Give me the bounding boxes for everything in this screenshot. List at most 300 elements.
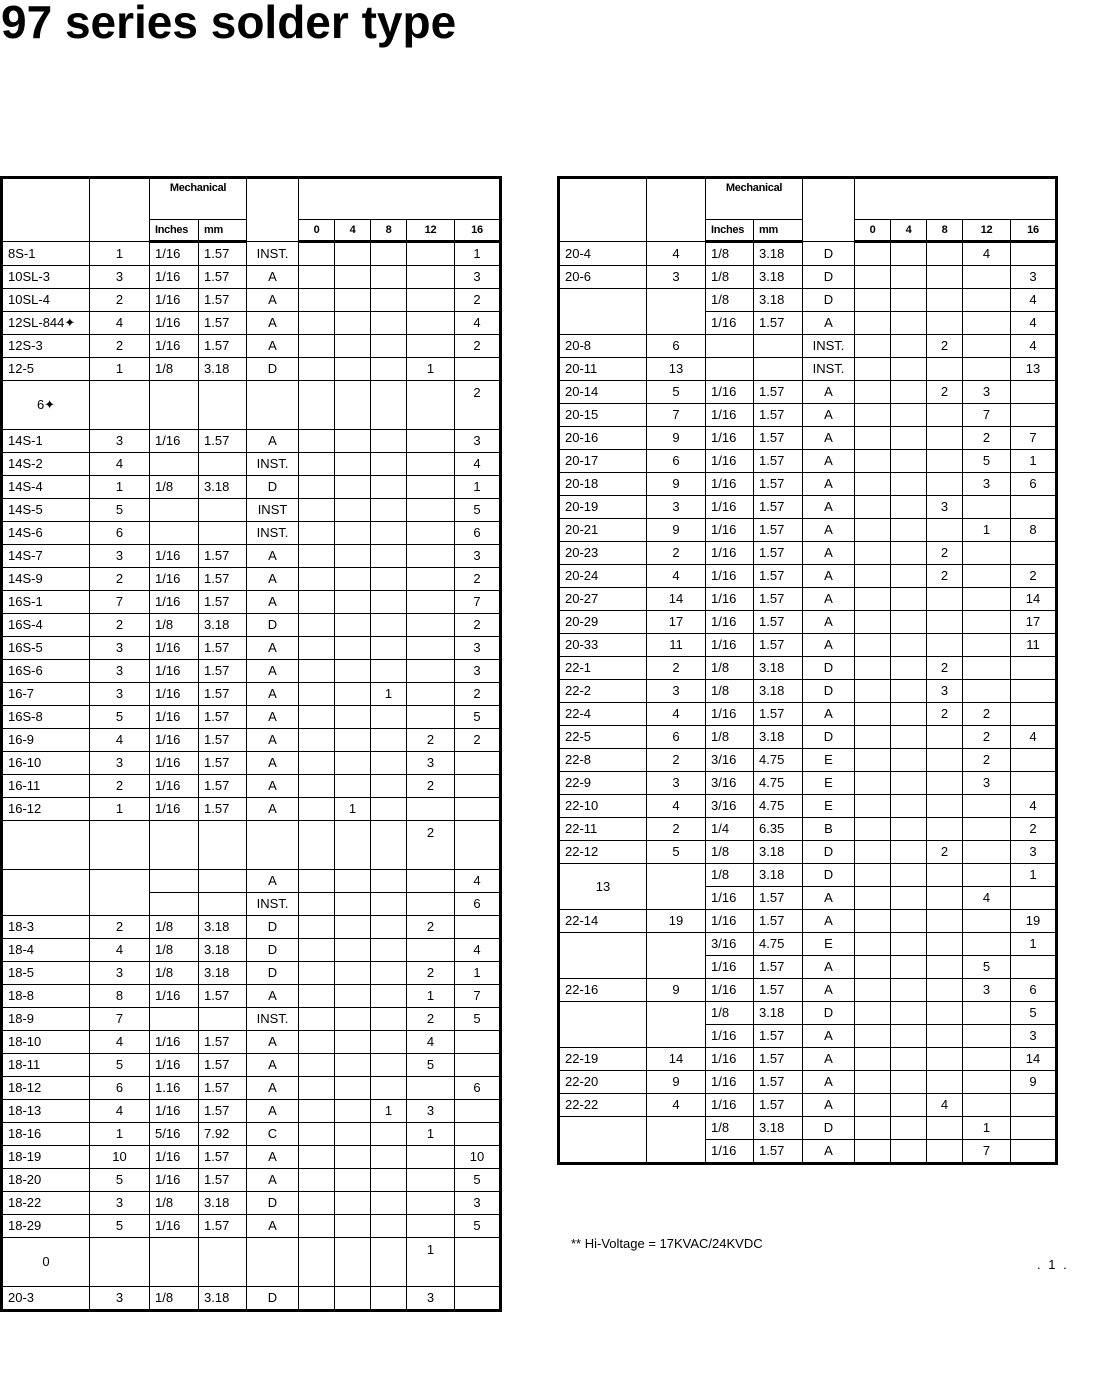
cell-spacing-mm: 1.57 bbox=[754, 473, 803, 496]
cell-voltage-12 bbox=[407, 939, 455, 962]
table-row bbox=[2, 289, 501, 312]
cell-spacing-mm: 1.57 bbox=[199, 729, 247, 752]
cell-contact-count: 7 bbox=[90, 591, 150, 614]
table-row bbox=[2, 381, 501, 430]
cell-voltage-0 bbox=[855, 1025, 891, 1048]
cell-spacing-mm: 1.57 bbox=[199, 1031, 247, 1054]
cell-spacing-mm: 1.57 bbox=[199, 798, 247, 821]
cell-spacing-inches bbox=[706, 335, 754, 358]
cell-part-number: 18-13 bbox=[2, 1100, 90, 1123]
cell-voltage-0 bbox=[299, 962, 335, 985]
cell-spacing-mm: 3.18 bbox=[754, 680, 803, 703]
cell-part-number: 18-8 bbox=[2, 985, 90, 1008]
cell-voltage-12: 1 bbox=[407, 1238, 455, 1287]
cell-spacing-mm: 1.57 bbox=[754, 450, 803, 473]
cell-voltage-12 bbox=[963, 542, 1011, 565]
cell-spacing-mm: 1.57 bbox=[199, 683, 247, 706]
cell-voltage-12: 2 bbox=[407, 821, 455, 870]
cell-contact-type: D bbox=[247, 916, 299, 939]
cell-voltage-12: 4 bbox=[407, 1031, 455, 1054]
cell-voltage-4 bbox=[891, 680, 927, 703]
table-row bbox=[2, 242, 501, 266]
cell-spacing-mm bbox=[754, 358, 803, 381]
cell-spacing-inches: 1/8 bbox=[150, 962, 199, 985]
cell-voltage-16 bbox=[1011, 956, 1057, 979]
cell-voltage-4 bbox=[335, 1077, 371, 1100]
cell-contact-count: 3 bbox=[90, 1192, 150, 1215]
cell-voltage-4 bbox=[335, 1031, 371, 1054]
cell-voltage-4 bbox=[891, 1117, 927, 1140]
cell-spacing-inches: 1/8 bbox=[706, 680, 754, 703]
cell-part-number: 22-5 bbox=[559, 726, 647, 749]
cell-voltage-4 bbox=[335, 985, 371, 1008]
cell-contact-type: INST. bbox=[247, 242, 299, 266]
cell-voltage-0 bbox=[299, 358, 335, 381]
cell-contact-type: E bbox=[803, 772, 855, 795]
cell-voltage-0 bbox=[299, 1077, 335, 1100]
cell-spacing-mm: 1.57 bbox=[199, 1054, 247, 1077]
cell-contact-count: 9 bbox=[647, 979, 706, 1002]
cell-spacing-mm: 4.75 bbox=[754, 749, 803, 772]
cell-voltage-12 bbox=[407, 476, 455, 499]
cell-voltage-4 bbox=[891, 496, 927, 519]
cell-voltage-8 bbox=[371, 266, 407, 289]
cell-voltage-12: 3 bbox=[963, 772, 1011, 795]
cell-voltage-16: 2 bbox=[455, 289, 501, 312]
cell-spacing-mm: 1.57 bbox=[754, 910, 803, 933]
cell-contact-count: 4 bbox=[90, 312, 150, 335]
cell-spacing-inches: 1/16 bbox=[150, 289, 199, 312]
cell-voltage-4 bbox=[335, 1008, 371, 1031]
cell-contact-count: 5 bbox=[90, 1169, 150, 1192]
cell-voltage-0 bbox=[299, 453, 335, 476]
cell-voltage-12 bbox=[963, 1071, 1011, 1094]
table-row bbox=[2, 545, 501, 568]
cell-voltage-4 bbox=[335, 775, 371, 798]
cell-spacing-inches: 1/16 bbox=[150, 660, 199, 683]
cell-voltage-8 bbox=[927, 933, 963, 956]
cell-voltage-8 bbox=[371, 335, 407, 358]
table-row bbox=[559, 1071, 1057, 1094]
cell-voltage-4 bbox=[891, 933, 927, 956]
cell-contact-type: A bbox=[247, 335, 299, 358]
cell-voltage-16: 6 bbox=[1011, 473, 1057, 496]
cell-voltage-8 bbox=[371, 1146, 407, 1169]
cell-contact-count: 3 bbox=[647, 772, 706, 795]
cell-spacing-inches: 1/16 bbox=[150, 1169, 199, 1192]
cell-spacing-inches: 1/8 bbox=[150, 358, 199, 381]
cell-contact-type: A bbox=[247, 1146, 299, 1169]
header-voltage-4: 4 bbox=[891, 220, 927, 242]
cell-voltage-8 bbox=[371, 775, 407, 798]
cell-part-number: 16S-8 bbox=[2, 706, 90, 729]
cell-voltage-4 bbox=[891, 772, 927, 795]
table-row bbox=[559, 726, 1057, 749]
cell-spacing-inches: 1/16 bbox=[706, 703, 754, 726]
cell-voltage-0 bbox=[299, 591, 335, 614]
cell-voltage-8 bbox=[371, 870, 407, 893]
cell-voltage-8 bbox=[927, 588, 963, 611]
cell-voltage-4 bbox=[335, 1169, 371, 1192]
cell-voltage-0 bbox=[855, 634, 891, 657]
cell-spacing-mm: 1.57 bbox=[199, 1100, 247, 1123]
cell-spacing-inches: 1/16 bbox=[150, 591, 199, 614]
cell-part-number: 22-19 bbox=[559, 1048, 647, 1071]
cell-contact-type: A bbox=[803, 979, 855, 1002]
cell-voltage-8 bbox=[371, 985, 407, 1008]
cell-spacing-mm: 3.18 bbox=[754, 726, 803, 749]
cell-voltage-12: 5 bbox=[963, 956, 1011, 979]
cell-spacing-mm: 3.18 bbox=[199, 614, 247, 637]
table-row bbox=[559, 1094, 1057, 1117]
cell-spacing-mm: 1.57 bbox=[199, 545, 247, 568]
cell-part-number: 22-9 bbox=[559, 772, 647, 795]
cell-voltage-8 bbox=[927, 726, 963, 749]
cell-voltage-8 bbox=[371, 312, 407, 335]
cell-voltage-12 bbox=[963, 1094, 1011, 1117]
cell-voltage-4 bbox=[335, 499, 371, 522]
cell-spacing-inches: 1/4 bbox=[706, 818, 754, 841]
cell-contact-type: A bbox=[803, 427, 855, 450]
cell-contact-count bbox=[90, 1238, 150, 1287]
cell-spacing-mm: 1.57 bbox=[754, 634, 803, 657]
cell-part-number: 20-3 bbox=[2, 1287, 90, 1311]
cell-voltage-4 bbox=[891, 1140, 927, 1164]
header-voltage-8: 8 bbox=[371, 220, 407, 242]
cell-voltage-4 bbox=[335, 1192, 371, 1215]
cell-voltage-12 bbox=[963, 358, 1011, 381]
cell-voltage-8 bbox=[371, 381, 407, 430]
cell-voltage-12 bbox=[407, 637, 455, 660]
cell-part-number bbox=[559, 1117, 647, 1164]
cell-contact-type: D bbox=[803, 1002, 855, 1025]
cell-voltage-8 bbox=[927, 1117, 963, 1140]
table-row bbox=[559, 680, 1057, 703]
cell-contact-type: D bbox=[803, 1117, 855, 1140]
cell-spacing-mm: 1.57 bbox=[199, 985, 247, 1008]
cell-voltage-4 bbox=[335, 893, 371, 916]
cell-part-number: 10SL-4 bbox=[2, 289, 90, 312]
header-mm: mm bbox=[199, 220, 247, 242]
cell-voltage-8 bbox=[371, 1238, 407, 1287]
cell-spacing-mm: 1.57 bbox=[754, 404, 803, 427]
cell-voltage-16: 7 bbox=[455, 591, 501, 614]
cell-voltage-16: 2 bbox=[1011, 818, 1057, 841]
cell-spacing-mm: 1.57 bbox=[199, 1146, 247, 1169]
cell-contact-type: A bbox=[803, 1025, 855, 1048]
cell-contact-type: D bbox=[803, 242, 855, 266]
cell-contact-count: 1 bbox=[90, 798, 150, 821]
cell-contact-count: 13 bbox=[647, 358, 706, 381]
cell-contact-type: A bbox=[247, 1077, 299, 1100]
cell-voltage-0 bbox=[299, 706, 335, 729]
cell-contact-count: 2 bbox=[90, 614, 150, 637]
cell-spacing-inches: 1/16 bbox=[150, 312, 199, 335]
cell-contact-count: 14 bbox=[647, 588, 706, 611]
cell-spacing-inches: 1/8 bbox=[150, 939, 199, 962]
cell-voltage-16 bbox=[1011, 496, 1057, 519]
cell-voltage-4 bbox=[891, 312, 927, 335]
cell-part-number: 22-1 bbox=[559, 657, 647, 680]
cell-spacing-inches: 1/16 bbox=[150, 1054, 199, 1077]
table-row bbox=[559, 749, 1057, 772]
cell-spacing-inches: 1/8 bbox=[150, 916, 199, 939]
table-row bbox=[2, 266, 501, 289]
cell-voltage-0 bbox=[855, 565, 891, 588]
cell-contact-count: 9 bbox=[647, 519, 706, 542]
cell-voltage-12 bbox=[407, 545, 455, 568]
cell-spacing-inches: 1/16 bbox=[150, 430, 199, 453]
cell-voltage-12: 4 bbox=[963, 887, 1011, 910]
footnote-hi-voltage: ** Hi-Voltage = 17KVAC/24KVDC bbox=[571, 1236, 763, 1251]
cell-voltage-4 bbox=[891, 634, 927, 657]
cell-voltage-16 bbox=[1011, 1140, 1057, 1164]
cell-voltage-8 bbox=[371, 1215, 407, 1238]
cell-voltage-0 bbox=[855, 519, 891, 542]
cell-voltage-4 bbox=[891, 242, 927, 266]
cell-voltage-4 bbox=[335, 706, 371, 729]
table-row bbox=[2, 1215, 501, 1238]
cell-part-number: 6✦ bbox=[2, 381, 90, 430]
cell-spacing-inches: 1/8 bbox=[150, 614, 199, 637]
cell-voltage-0 bbox=[299, 1146, 335, 1169]
cell-spacing-mm: 1.57 bbox=[199, 1169, 247, 1192]
cell-voltage-4 bbox=[891, 473, 927, 496]
cell-voltage-12 bbox=[963, 634, 1011, 657]
table-row bbox=[2, 1146, 501, 1169]
cell-spacing-inches bbox=[150, 499, 199, 522]
cell-voltage-16: 3 bbox=[455, 660, 501, 683]
cell-voltage-8 bbox=[927, 450, 963, 473]
table-row bbox=[2, 752, 501, 775]
cell-voltage-4 bbox=[891, 427, 927, 450]
cell-voltage-16: 11 bbox=[1011, 634, 1057, 657]
cell-voltage-4 bbox=[891, 887, 927, 910]
table-row bbox=[559, 933, 1057, 956]
cell-spacing-inches bbox=[150, 1238, 199, 1287]
cell-spacing-mm: 1.57 bbox=[199, 637, 247, 660]
cell-contact-type: C bbox=[247, 1123, 299, 1146]
cell-contact-count: 5 bbox=[90, 706, 150, 729]
cell-voltage-12 bbox=[407, 1215, 455, 1238]
cell-contact-count: 2 bbox=[90, 289, 150, 312]
cell-spacing-inches: 1/16 bbox=[150, 242, 199, 266]
cell-part-number: 18-9 bbox=[2, 1008, 90, 1031]
cell-voltage-8 bbox=[371, 499, 407, 522]
cell-spacing-mm bbox=[199, 1008, 247, 1031]
cell-spacing-mm bbox=[199, 522, 247, 545]
cell-voltage-0 bbox=[855, 1140, 891, 1164]
cell-voltage-16: 1 bbox=[455, 962, 501, 985]
cell-voltage-8 bbox=[927, 266, 963, 289]
cell-voltage-8 bbox=[371, 1192, 407, 1215]
cell-voltage-0 bbox=[299, 499, 335, 522]
cell-voltage-16: 5 bbox=[455, 1169, 501, 1192]
cell-part-number: 0 bbox=[2, 1238, 90, 1287]
cell-spacing-inches: 1/16 bbox=[150, 1146, 199, 1169]
cell-voltage-8: 1 bbox=[371, 683, 407, 706]
table-row bbox=[559, 519, 1057, 542]
cell-spacing-inches: 1/16 bbox=[150, 1215, 199, 1238]
table-row bbox=[559, 864, 1057, 887]
table-row bbox=[559, 358, 1057, 381]
cell-spacing-mm: 3.18 bbox=[199, 916, 247, 939]
cell-voltage-12 bbox=[407, 242, 455, 266]
cell-voltage-12: 5 bbox=[963, 450, 1011, 473]
cell-voltage-0 bbox=[299, 430, 335, 453]
cell-voltage-16: 8 bbox=[1011, 519, 1057, 542]
cell-voltage-0 bbox=[855, 1002, 891, 1025]
cell-spacing-mm: 1.57 bbox=[199, 660, 247, 683]
table-row bbox=[559, 611, 1057, 634]
table-row bbox=[559, 1002, 1057, 1025]
cell-voltage-0 bbox=[855, 933, 891, 956]
cell-spacing-inches bbox=[150, 453, 199, 476]
cell-voltage-16: 2 bbox=[455, 614, 501, 637]
cell-voltage-12 bbox=[407, 522, 455, 545]
header-blank-type bbox=[247, 178, 299, 242]
cell-voltage-12: 2 bbox=[407, 916, 455, 939]
cell-spacing-mm: 1.57 bbox=[199, 312, 247, 335]
cell-voltage-0 bbox=[855, 312, 891, 335]
cell-contact-type: D bbox=[247, 476, 299, 499]
cell-voltage-16 bbox=[1011, 542, 1057, 565]
cell-voltage-16: 4 bbox=[455, 312, 501, 335]
table-row bbox=[559, 266, 1057, 289]
cell-spacing-inches: 1/16 bbox=[150, 1100, 199, 1123]
cell-contact-count bbox=[647, 933, 706, 979]
cell-voltage-0 bbox=[855, 496, 891, 519]
cell-spacing-inches: 1/8 bbox=[706, 1117, 754, 1140]
cell-voltage-8 bbox=[927, 772, 963, 795]
cell-voltage-0 bbox=[299, 1238, 335, 1287]
cell-spacing-mm: 1.57 bbox=[199, 266, 247, 289]
cell-voltage-4 bbox=[335, 430, 371, 453]
cell-contact-count: 3 bbox=[90, 683, 150, 706]
table-row bbox=[559, 542, 1057, 565]
table-row bbox=[559, 242, 1057, 266]
cell-part-number: 16-7 bbox=[2, 683, 90, 706]
cell-part-number bbox=[559, 289, 647, 335]
cell-voltage-12 bbox=[407, 266, 455, 289]
cell-voltage-0 bbox=[855, 289, 891, 312]
header-blank-voltage bbox=[299, 178, 501, 220]
table-row bbox=[559, 1117, 1057, 1140]
cell-part-number: 20-15 bbox=[559, 404, 647, 427]
cell-contact-type: A bbox=[803, 312, 855, 335]
cell-part-number: 20-29 bbox=[559, 611, 647, 634]
cell-contact-count: 4 bbox=[647, 795, 706, 818]
cell-contact-type: D bbox=[247, 962, 299, 985]
cell-spacing-mm bbox=[199, 381, 247, 430]
table-row bbox=[2, 1123, 501, 1146]
cell-voltage-8 bbox=[927, 404, 963, 427]
cell-voltage-12 bbox=[407, 1146, 455, 1169]
cell-part-number: 18-5 bbox=[2, 962, 90, 985]
cell-voltage-4 bbox=[335, 637, 371, 660]
table-row bbox=[2, 729, 501, 752]
table-header bbox=[559, 178, 1057, 242]
cell-spacing-mm: 1.57 bbox=[199, 752, 247, 775]
cell-contact-count: 4 bbox=[90, 1031, 150, 1054]
cell-voltage-4 bbox=[891, 381, 927, 404]
cell-voltage-4 bbox=[891, 335, 927, 358]
cell-voltage-0 bbox=[299, 660, 335, 683]
cell-voltage-0 bbox=[855, 887, 891, 910]
cell-voltage-8: 1 bbox=[371, 1100, 407, 1123]
table-row bbox=[2, 1031, 501, 1054]
cell-voltage-12 bbox=[407, 1077, 455, 1100]
cell-voltage-12 bbox=[407, 335, 455, 358]
cell-spacing-mm: 1.57 bbox=[199, 335, 247, 358]
cell-spacing-mm: 1.57 bbox=[754, 542, 803, 565]
cell-voltage-8 bbox=[371, 1077, 407, 1100]
cell-voltage-0 bbox=[299, 916, 335, 939]
cell-part-number: 16-11 bbox=[2, 775, 90, 798]
cell-voltage-12: 3 bbox=[407, 1100, 455, 1123]
cell-voltage-8: 2 bbox=[927, 381, 963, 404]
cell-contact-type: A bbox=[803, 588, 855, 611]
cell-voltage-0 bbox=[299, 870, 335, 893]
cell-spacing-inches bbox=[150, 893, 199, 916]
cell-contact-count: 3 bbox=[90, 266, 150, 289]
table-row bbox=[559, 473, 1057, 496]
cell-contact-count: 4 bbox=[647, 565, 706, 588]
cell-voltage-4 bbox=[891, 404, 927, 427]
cell-voltage-16: 1 bbox=[455, 476, 501, 499]
cell-voltage-4 bbox=[335, 453, 371, 476]
cell-spacing-mm: 1.57 bbox=[754, 611, 803, 634]
cell-voltage-12 bbox=[407, 683, 455, 706]
cell-contact-type: E bbox=[803, 933, 855, 956]
cell-spacing-inches: 1/16 bbox=[706, 565, 754, 588]
cell-voltage-8 bbox=[371, 821, 407, 870]
cell-voltage-4 bbox=[335, 660, 371, 683]
cell-voltage-16 bbox=[455, 1238, 501, 1287]
cell-contact-count: 1 bbox=[90, 242, 150, 266]
cell-spacing-mm: 1.57 bbox=[199, 1077, 247, 1100]
header-voltage-12: 12 bbox=[407, 220, 455, 242]
cell-voltage-0 bbox=[299, 381, 335, 430]
cell-voltage-16 bbox=[455, 752, 501, 775]
cell-voltage-12: 1 bbox=[407, 985, 455, 1008]
cell-contact-count: 4 bbox=[90, 729, 150, 752]
cell-voltage-4 bbox=[335, 242, 371, 266]
cell-spacing-inches: 1/8 bbox=[150, 476, 199, 499]
cell-contact-count: 2 bbox=[647, 657, 706, 680]
header-blank-type bbox=[803, 178, 855, 242]
cell-contact-type: A bbox=[803, 611, 855, 634]
cell-voltage-0 bbox=[299, 614, 335, 637]
table-row bbox=[2, 660, 501, 683]
cell-part-number: 22-16 bbox=[559, 979, 647, 1002]
cell-voltage-0 bbox=[299, 545, 335, 568]
cell-part-number bbox=[2, 870, 90, 916]
cell-voltage-8 bbox=[927, 910, 963, 933]
cell-part-number bbox=[559, 1002, 647, 1048]
cell-contact-type: A bbox=[247, 289, 299, 312]
table-row bbox=[559, 588, 1057, 611]
cell-part-number: 18-22 bbox=[2, 1192, 90, 1215]
cell-voltage-12 bbox=[963, 335, 1011, 358]
cell-voltage-8 bbox=[927, 312, 963, 335]
cell-spacing-inches: 1/8 bbox=[706, 657, 754, 680]
cell-voltage-4 bbox=[891, 519, 927, 542]
table-row bbox=[559, 841, 1057, 864]
cell-spacing-mm bbox=[199, 499, 247, 522]
cell-part-number: 22-22 bbox=[559, 1094, 647, 1117]
cell-contact-count: 3 bbox=[647, 680, 706, 703]
